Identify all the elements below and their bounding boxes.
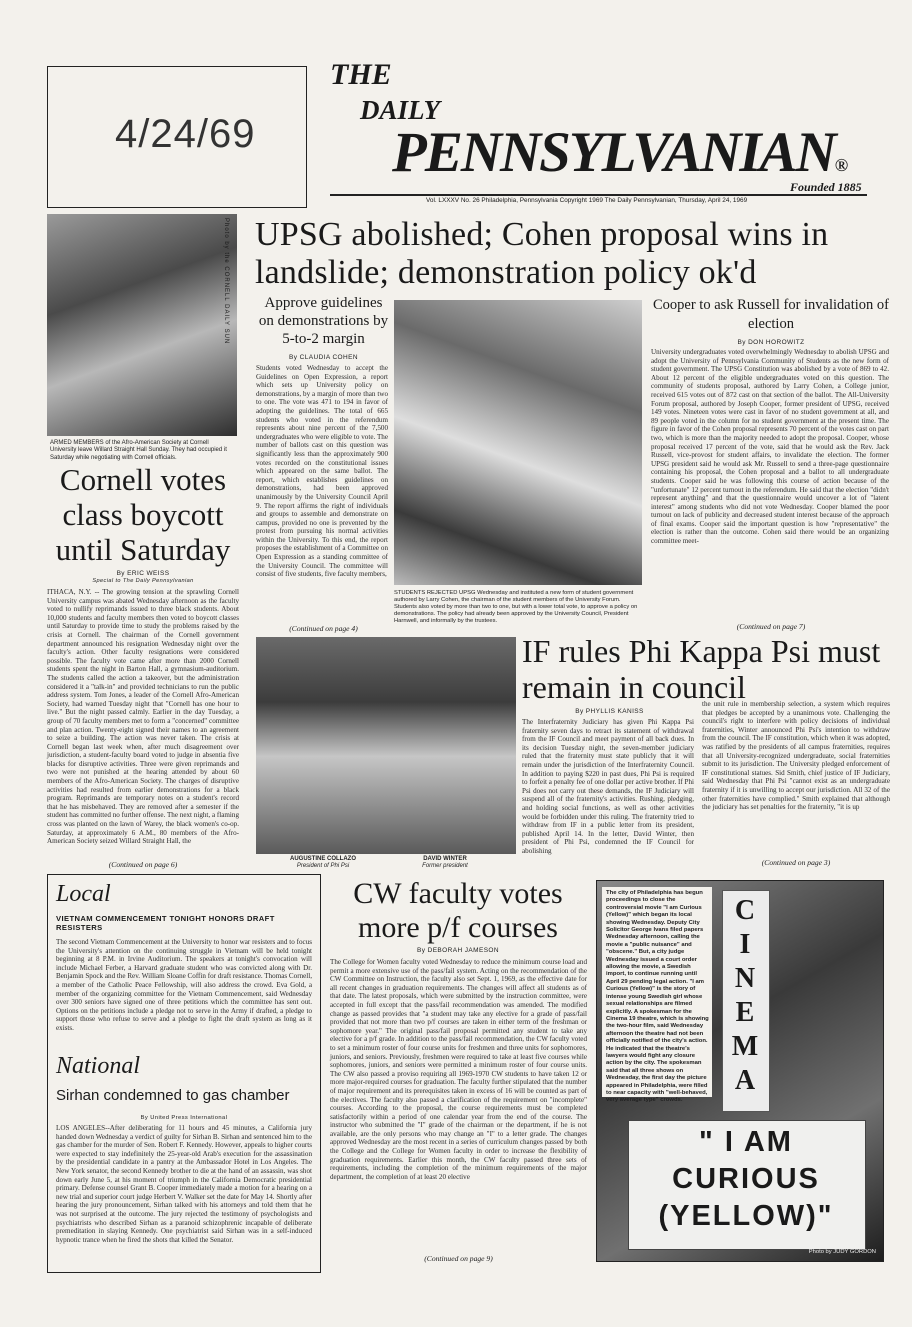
handwritten-date: 4/24/69	[115, 112, 256, 156]
cooper-headline: Cooper to ask Russell for invalidation of election	[653, 297, 889, 332]
cw-body: The College for Women faculty voted Wednesday to reduce the minimum course load and permit a more extensive use of the pass/fail system. Acting on the recommendation of the CW Committee on Instruction, the faculty also set Sept. 1, 1969, as the effective date for all recent changes in graduation requirements. The changes will affect all students as of that date. The latest proposals, which were submitted by the instruction committee, were accepted in full except that the pass/fail recommendation was amended. The modified change as passed provides that "a student may take any elective for a grade of pass/fail provided that not more than two p/f courses are taken in either term of the freshman or sophomore year." The original pass/fail proposal permitted any student to take any elective for a p/f grade. In addition to the pass/fail recommendation, the CW faculty voted to set a minimum roster of four course units for freshmen and three units for sophomores, juniors, and seniors. Previously, freshmen were required to take at least five courses while sophomores, juniors, and seniors were permitted a minimum roster of four course units. The CW also passed a proviso requiring all 1969-1970 CW students to have taken 12 or more major-required courses for graduation. The faculty further stipulated that the number of major requirement and its prerequisites taken in excess of 16 will be counted as part of the electives. The faculty also passed a clarification of the requirement on "incomplete" courses. According to the proposal, the course requirements must be completed satisfactorily within a period of one calendar year from the end of the course. The instructor who submitted the "I" grade of the chairman or the department, if he is not available, are the only persons who may change an "I" to a letter grade. The changes approved Wednesday are the most recent in a series of curriculum changes passed by both the College and the College for Women faculty in order to increase the flexibility of graduation requirements. Earlier this month, the CW faculty passed three sets of requirements, including the completion of the minimum requirements of the major department, the completion of at least 20 elective	[330, 958, 587, 1181]
cinema-sign-letter: M	[731, 1031, 759, 1062]
cinema-photo-credit: Photo by JUDY GORDON	[808, 1249, 876, 1255]
cornell-byline: By ERIC WEISS	[116, 570, 170, 577]
marquee-line-2: CURIOUS	[672, 1163, 820, 1195]
phipsi-photo	[256, 637, 516, 854]
cinema-sign-letter: N	[734, 963, 756, 994]
masthead-rule	[330, 194, 867, 196]
masthead-title	[392, 122, 846, 196]
cw-continued: (Continued on page 9)	[424, 1254, 493, 1263]
phipsi-person2-name: DAVID WINTER	[423, 856, 467, 862]
cooper-body: University undergraduates voted overwhelmingly Wednesday to abolish UPSG and adopt the University of Pennsylvania Community of Students as the new form of student government. The UPSG Constitution was abolished by a vote of 869 to 42. About 12 percent of the eligible undergraduates voted on this question. The community of students proposal, authored by Larry Cohen, a College junior, received 615 votes out of 872 cast on that section of the ballot. The All-University Forum proposal, authored by Joseph Cooper, former president of UPSG, received 149 votes. Nineteen votes were cast in favor of no student government at all, and 89 people voted in the column for no student government at the present time. The figure in favor of the Cohen proposal represents 70 percent of the votes cast on part two, which is more than the majority needed to adopt the proposal. Cooper, whose proposal received 17 percent of the vote, said that he would ask the Rev. Jack Russell, vice-provost for student affairs, to invalidate the election. The former UPSG president said he would ask Mr. Russell to send a three-page questionnaire containing his proposal, the Cohen proposal and a ballot to all undergraduate students. Cooper said he was following this course of action because of the "unfortunate" 12 percent turnout in the referendum. He said that the election "didn't represent anything" and that the questionnaire would uncover a lot of "latent interest" among students who did not vote Wednesday. Cooper blamed the poor turnout on lack of publicity and decreased student interest because of the approach of final exams. Cooper said the important question is how "representative" the election is rather than the outcome. Cohen said there would be an organizing committee meet-	[651, 348, 889, 546]
volume-line: Vol. LXXXV No. 26 Philadelphia, Pennsylvania Copyright 1969 The Daily Pennsylvanian, Thursday, April 24, 1969	[426, 197, 748, 204]
cinema-body: The city of Philadelphia has begun proceedings to close the controversial movie "I am Curious (Yellow)" which began its local showing Wednesday. Deputy City Solicitor George Ivans filed papers Wednesday afternoon, calling the movie a "public nuisance" and "obscene." But, a city judge Wednesday issued a court order allowing the movie, a Swedish import, to continue running until April 29 pending legal action. "I am Curious (Yellow)" is the story of intense young Swedish girl whose sexual relationships are filmed explicitly. A spokesman for the Cinema 19 theatre, which is showing the two-hour film, said Wednesday afternoon the theatre had not been officially notified of the city's action. He indicated that the theatre's lawyers would fight any closure action by the city. The spokesman said that all three shows on Wednesday, the first day the picture appeared in Philadelphia, were filled to near capacity with "well-behaved, very average type" crowds.	[606, 890, 709, 1104]
local-section-label: Local	[56, 881, 111, 907]
cinema-sign-letter: I	[739, 929, 751, 960]
masthead-the: THE	[330, 58, 392, 91]
national-byline: By United Press International	[140, 1115, 228, 1121]
cw-byline: By DEBORAH JAMESON	[417, 947, 499, 954]
cornell-headline: Cornell votes class boycott until Saturday	[55, 462, 231, 567]
upsg-subheadline: Approve guidelines on demonstrations by 5-to-2 margin	[258, 295, 389, 347]
phipsi-headline: IF rules Phi Kappa Psi must remain in council	[522, 633, 881, 705]
masthead-daily: DAILY	[360, 95, 440, 125]
national-body: LOS ANGELES--After deliberating for 11 hours and 45 minutes, a California jury handed down Wednesday a verdict of guilty for Sirhan B. Sirhan and sentenced him to the gas chamber for the murder of Sen. Robert F. Kennedy. However, appeals to higher courts were expected to stay indefinitely the 25-year-old Arab's execution for the assassination by the presidential candidate in a pantry at the Ambassador Hotel in Los Angeles. The New York senator, the second Kennedy brother to die at the hand of an assassin, was shot down early June 5, at his moment of triumph in the California Democratic presidential primary. Defense counsel Grant B. Cooper immediately made a motion for a hearing on a new trial and superior court judge Herbert V. Walker set the date for May 14. Shortly after hearing the jury pronouncement, Sirhan talked with his attorneys and told them that he was not surprised at the outcome. The jury rejected the testimony of psychologists and psychiatrists who described Sirhan as a paranoid schizophrenic incapable of deliberate premeditation in slaying Kennedy. One psychiatrist said Sirhan was in a self-induced hypnotic trance when he fired the shots that killed the Senator.	[56, 1124, 312, 1244]
phipsi-continued: (Continued on page 3)	[761, 858, 831, 867]
upsg-byline: By CLAUDIA COHEN	[289, 354, 358, 361]
upsg-body: Students voted Wednesday to accept the Guidelines on Open Expression, a report which sets up University policy on demonstrations, by a margin of more than two to one. The vote was 471 to 194 in favor of adopting the guidelines. The total of 665 students who voted in the referendum represents about nine percent of the 7,500 undergraduates who were eligible to vote. The number of ballots cast on this question was significantly less than the approximately 900 votes recorded on the constitutional issues which appeared on the same ballot. The report, which establishes guidelines on demonstrations, had been approved unanimously by the University Council April 9. The report affirms the right of individuals and groups to assemble and demonstrate on campus, provided no one is prevented by the protest from pursuing his normal activities within the University. To this end, the report proposes the establishment of a Committee on Open Expression as a standing committee of the University Council. The committee will consist of five students, five faculty members,	[256, 364, 388, 579]
phipsi-body-left: The Interfraternity Judiciary has given Phi Kappa Psi fraternity seven days to retract its statement of withdrawal from the IF Council and meet payment of all back dues. In its decision Tuesday night, the seven-member judiciary ruled that the fraternity must state publicly that it will remain under the jurisdiction of the Interfraternity Council. In addition to paying $220 in past dues, Phi Psi is required to forfeit a penalty fee of one dollar per active brother. If Phi Psi does not carry out these demands, the IF Judiciary will suspend all of the fraternity's activities. Rushing, pledging, and holding social functions, as well as other activities would be forbidden under this ruling. The fraternity tried to withdraw from IF in a public letter from its president, published April 14. In the letter, David Winter, then president of Phi Psi, condemned the IF Council for abolishing	[522, 718, 694, 855]
cooper-byline: By DON HOROWITZ	[737, 339, 805, 346]
cinema-sign-letter: C	[734, 895, 756, 926]
cooper-continued: (Continued on page 7)	[736, 622, 806, 631]
phipsi-byline: By PHYLLIS KANISS	[575, 708, 644, 715]
cornell-photo-credit: Photo by the CORNELL DAILY SUN	[223, 218, 229, 345]
upsg-photo	[394, 300, 642, 585]
upsg-headline: UPSG abolished; Cohen proposal wins in landslide; demonstration policy ok'd	[255, 216, 829, 291]
phipsi-person1-title: President of Phi Psi	[296, 863, 350, 869]
cornell-caption: ARMED MEMBERS of the Afro-American Society at Cornell University leave Willard Straight Hall Sunday. They had occupied it Saturday while negotiating with Cornell officials.	[50, 440, 227, 461]
cornell-photo	[47, 214, 237, 436]
cornell-body: ITHACA, N.Y. -- The growing tension at the sprawling Cornell University campus was abated Wednesday afternoon as the faculty voted to nullify reprimands issued to three black students. About 10,000 students and faculty members then voted to boycott classes until Saturday to provide time to study the problems raised by the crisis at Cornell. The chairman of the Cornell government department announced his resignation Wednesday night over the faculty's action. Other faculty resignations were considered possible. The faculty vote came after more than 2000 Cornell students spent the night in Barton Hall, a gymnasium-auditorium. The students called the action a takeover, but the administration considered it a "talk-in" and provided technicians to run the public address system. Tom Jones, a leader of the Cornell Afro-American Society, had warned Tuesday night that "Cornell has one hour to live." But the night passed calmly. Earlier in the day Tuesday, a group of 70 faculty members met to form a "concerned" committee and plan action. Twenty-eight signed their names to an agreement to seize a building. The action was never taken. The crisis at Cornell began last week when, after much disagreement over jurisdiction, a student-faculty board voted to judge in absentia five blacks for disruptive activities. Three were given reprimands and two were not punished at the hearing attended by about 60 members of the Afro-American Society. The charges of disruptive activities had resulted from earlier demonstrations for a black program. Reprimands are temporary notes on a student's record that he has misbehaved. They are removed after a semester if the student has committed no further offense. The next night, a flaming cross was planted on the lawn of Warey, the black women's co-op. Saturday, at approximately 6 A.M., 80 members of the Afro-American Society seized Willard Straight Hall, the	[47, 588, 239, 846]
founded-line: Founded 1885	[790, 180, 862, 194]
local-headline: VIETNAM COMMENCEMENT TONIGHT HONORS DRAFT RESISTERS	[56, 914, 275, 932]
phipsi-person2-title: Former president	[422, 863, 468, 869]
national-section-label: National	[56, 1053, 141, 1079]
cornell-special: Special to The Daily Pennsylvanian	[92, 578, 194, 584]
marquee-line-1: " I AM	[699, 1126, 793, 1158]
national-headline: Sirhan condemned to gas chamber	[56, 1087, 290, 1104]
cinema-sign-letter: A	[734, 1065, 756, 1096]
local-body: The second Vietnam Commencement at the University to honor war resisters and to focus the University's attention on the continuing struggle in Vietnam will be held tonight beginning at 8 P.M. in Irvine Auditorium. The speakers at tonight's convocation will include Michael Ferber, a Harvard graduate student who was convicted along with Dr. Benjamin Spock and the Rev. William Sloane Coffin for draft resistance. Thomas Cornell, a member of the Catholic Peace Fellowship, will also address the crowd. Eva Gold, a member of the organizing committee for the Vietnam Commencement, said Wednesday over 300 seniors have signed one of three petitions which the committee has sent out. Options on the petitions include a pledge not to serve in the Army if drafted, a pledge to support those who refuse to serve and a pledge to fight the draft system as long as it exists.	[56, 938, 312, 1032]
cinema-sign-letter: E	[735, 997, 755, 1028]
phipsi-person1-name: AUGUSTINE COLLAZO	[290, 856, 356, 862]
cornell-continued: (Continued on page 6)	[108, 860, 178, 869]
upsg-continued: (Continued on page 4)	[289, 624, 358, 633]
upsg-photo-caption: STUDENTS REJECTED UPSG Wednesday and instituted a new form of student government authored by Larry Cohen, the chairman of the student members of the University Forum. Students also voted by more than two to one, but with a lower total vote, to approve a policy on demonstrations. The policy had already been approved by the University Council, President Harnwell, and informally by the trustees.	[394, 590, 638, 624]
masthead-name: PENNSYLVANIAN	[392, 121, 835, 184]
marquee-line-3: (YELLOW)"	[658, 1200, 834, 1232]
phipsi-body-right: the unit rule in membership selection, a system which requires that pledges be accepted by a unanimous vote. Challenging the council's right to interfere with policy decisions of individual fraternities, Winter announced Phi Psi's intention to withdraw from the council. The IF constitution, which when it was adopted, was ratified by the presidents of all campus fraternities, requires that all University-recognized undergraduate, social fraternities submit to its jurisdiction. The University pledged enforcement of IF constitutional statues. Sid Smith, chief justice of IF Judiciary, said Wednesday that Phi Psi "cannot exist as an undergraduate fraternity if it is unwilling to accept our jurisdiction. All 32 of the other fraternities have complied." Smith explained that although the judiciary has set penalties for the fraternity, "it is up	[702, 700, 890, 812]
registered-mark: ®	[834, 155, 847, 175]
cw-headline: CW faculty votes more p/f courses	[353, 877, 563, 944]
